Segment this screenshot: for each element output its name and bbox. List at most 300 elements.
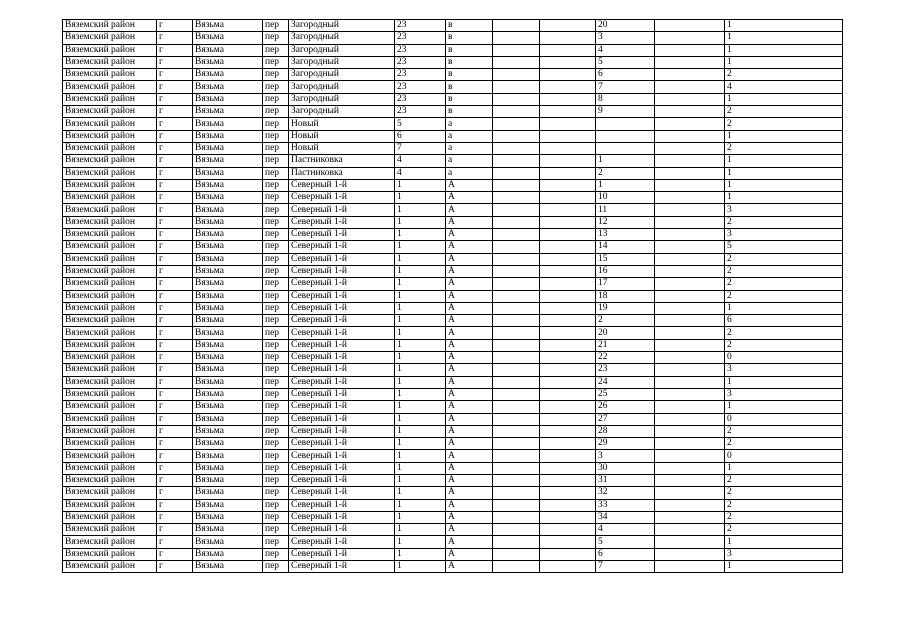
cell-street-type: пер [263, 438, 289, 450]
cell-district: Вяземский район [63, 106, 157, 118]
cell-district: Вяземский район [63, 44, 157, 56]
cell-district: Вяземский район [63, 32, 157, 44]
cell-col-9 [540, 315, 596, 327]
cell-locality-type: г [157, 401, 193, 413]
cell-count: 1 [725, 401, 843, 413]
cell-count: 1 [725, 167, 843, 179]
cell-count: 2 [725, 253, 843, 265]
cell-building: в [446, 69, 493, 81]
cell-apartment: 4 [596, 524, 655, 536]
cell-district: Вяземский район [63, 524, 157, 536]
cell-col-9 [540, 216, 596, 228]
cell-district: Вяземский район [63, 438, 157, 450]
cell-locality: Вязьма [193, 290, 263, 302]
cell-col-11 [655, 401, 725, 413]
cell-locality: Вязьма [193, 106, 263, 118]
cell-col-9 [540, 20, 596, 32]
cell-locality-type: г [157, 524, 193, 536]
cell-street: Северный 1-й [289, 364, 395, 376]
cell-building: А [446, 425, 493, 437]
cell-street: Пастниковка [289, 167, 395, 179]
cell-house: 5 [395, 118, 446, 130]
cell-col-8 [493, 130, 540, 142]
cell-apartment: 26 [596, 401, 655, 413]
cell-building: А [446, 524, 493, 536]
cell-count: 2 [725, 216, 843, 228]
cell-street-type: пер [263, 413, 289, 425]
cell-house: 23 [395, 81, 446, 93]
cell-locality-type: г [157, 142, 193, 154]
cell-building: А [446, 413, 493, 425]
cell-col-9 [540, 474, 596, 486]
cell-count: 2 [725, 339, 843, 351]
table-row [63, 339, 843, 351]
cell-col-9 [540, 413, 596, 425]
cell-house: 1 [395, 487, 446, 499]
cell-street-type: пер [263, 216, 289, 228]
cell-building: А [446, 364, 493, 376]
cell-street: Новый [289, 118, 395, 130]
cell-col-11 [655, 462, 725, 474]
cell-apartment: 31 [596, 474, 655, 486]
cell-col-9 [540, 524, 596, 536]
cell-building: А [446, 278, 493, 290]
cell-house: 23 [395, 44, 446, 56]
cell-apartment: 8 [596, 93, 655, 105]
cell-col-8 [493, 425, 540, 437]
table-row [63, 511, 843, 523]
cell-apartment [596, 130, 655, 142]
cell-count: 2 [725, 142, 843, 154]
cell-locality: Вязьма [193, 265, 263, 277]
table-row [63, 376, 843, 388]
cell-count: 2 [725, 499, 843, 511]
cell-house: 1 [395, 474, 446, 486]
cell-street-type: пер [263, 352, 289, 364]
cell-count: 2 [725, 265, 843, 277]
cell-district: Вяземский район [63, 278, 157, 290]
cell-house: 1 [395, 425, 446, 437]
cell-house: 1 [395, 278, 446, 290]
cell-district: Вяземский район [63, 401, 157, 413]
cell-district: Вяземский район [63, 56, 157, 68]
table-row [63, 130, 843, 142]
cell-col-11 [655, 56, 725, 68]
cell-house: 1 [395, 524, 446, 536]
cell-col-8 [493, 511, 540, 523]
cell-col-8 [493, 81, 540, 93]
cell-house: 1 [395, 376, 446, 388]
cell-col-8 [493, 376, 540, 388]
cell-count: 1 [725, 155, 843, 167]
cell-col-8 [493, 462, 540, 474]
cell-locality-type: г [157, 290, 193, 302]
cell-district: Вяземский район [63, 192, 157, 204]
cell-locality: Вязьма [193, 339, 263, 351]
cell-col-8 [493, 450, 540, 462]
cell-apartment: 6 [596, 548, 655, 560]
table-row [63, 499, 843, 511]
cell-apartment: 16 [596, 265, 655, 277]
cell-street: Северный 1-й [289, 265, 395, 277]
cell-col-8 [493, 438, 540, 450]
cell-street: Загородный [289, 44, 395, 56]
cell-locality-type: г [157, 229, 193, 241]
cell-count: 3 [725, 204, 843, 216]
cell-count: 1 [725, 561, 843, 573]
cell-count: 1 [725, 130, 843, 142]
cell-col-11 [655, 69, 725, 81]
cell-count: 1 [725, 376, 843, 388]
cell-apartment: 2 [596, 315, 655, 327]
cell-house: 1 [395, 179, 446, 191]
table-row [63, 450, 843, 462]
cell-apartment: 13 [596, 229, 655, 241]
cell-house: 1 [395, 548, 446, 560]
cell-col-11 [655, 315, 725, 327]
cell-locality-type: г [157, 241, 193, 253]
cell-locality: Вязьма [193, 216, 263, 228]
cell-locality-type: г [157, 352, 193, 364]
cell-col-8 [493, 179, 540, 191]
cell-district: Вяземский район [63, 499, 157, 511]
cell-street-type: пер [263, 499, 289, 511]
cell-col-11 [655, 192, 725, 204]
cell-locality: Вязьма [193, 81, 263, 93]
cell-count: 0 [725, 413, 843, 425]
cell-count: 2 [725, 487, 843, 499]
table-row [63, 364, 843, 376]
cell-count: 2 [725, 118, 843, 130]
cell-col-11 [655, 327, 725, 339]
cell-street: Северный 1-й [289, 548, 395, 560]
cell-col-11 [655, 438, 725, 450]
cell-col-9 [540, 511, 596, 523]
cell-col-11 [655, 130, 725, 142]
cell-col-11 [655, 241, 725, 253]
cell-count: 1 [725, 179, 843, 191]
table-row [63, 462, 843, 474]
cell-building: а [446, 118, 493, 130]
cell-district: Вяземский район [63, 81, 157, 93]
cell-district: Вяземский район [63, 216, 157, 228]
cell-apartment [596, 142, 655, 154]
cell-locality-type: г [157, 106, 193, 118]
cell-building: А [446, 499, 493, 511]
cell-col-9 [540, 192, 596, 204]
cell-locality-type: г [157, 44, 193, 56]
cell-locality-type: г [157, 204, 193, 216]
cell-locality: Вязьма [193, 20, 263, 32]
cell-col-11 [655, 302, 725, 314]
cell-locality-type: г [157, 265, 193, 277]
cell-col-9 [540, 278, 596, 290]
table-row [63, 69, 843, 81]
cell-locality: Вязьма [193, 44, 263, 56]
cell-col-11 [655, 376, 725, 388]
cell-col-8 [493, 364, 540, 376]
table-row [63, 401, 843, 413]
cell-count: 2 [725, 425, 843, 437]
cell-building: в [446, 44, 493, 56]
table-row [63, 327, 843, 339]
cell-street: Северный 1-й [289, 278, 395, 290]
cell-locality-type: г [157, 388, 193, 400]
cell-district: Вяземский район [63, 93, 157, 105]
cell-house: 1 [395, 536, 446, 548]
cell-street-type: пер [263, 56, 289, 68]
cell-street: Северный 1-й [289, 339, 395, 351]
cell-district: Вяземский район [63, 487, 157, 499]
cell-apartment: 15 [596, 253, 655, 265]
cell-col-8 [493, 327, 540, 339]
cell-house: 1 [395, 290, 446, 302]
cell-locality-type: г [157, 511, 193, 523]
cell-street-type: пер [263, 20, 289, 32]
cell-building: А [446, 548, 493, 560]
table-row [63, 278, 843, 290]
cell-house: 4 [395, 155, 446, 167]
cell-district: Вяземский район [63, 364, 157, 376]
cell-district: Вяземский район [63, 376, 157, 388]
cell-street: Северный 1-й [289, 253, 395, 265]
cell-house: 1 [395, 241, 446, 253]
cell-col-9 [540, 106, 596, 118]
cell-building: А [446, 487, 493, 499]
cell-locality-type: г [157, 499, 193, 511]
cell-street-type: пер [263, 561, 289, 573]
cell-col-11 [655, 229, 725, 241]
table-row [63, 487, 843, 499]
cell-col-9 [540, 241, 596, 253]
cell-apartment: 6 [596, 69, 655, 81]
cell-col-8 [493, 290, 540, 302]
cell-locality-type: г [157, 561, 193, 573]
cell-house: 1 [395, 192, 446, 204]
cell-street-type: пер [263, 179, 289, 191]
cell-col-8 [493, 216, 540, 228]
cell-col-8 [493, 32, 540, 44]
cell-building: А [446, 438, 493, 450]
table-row [63, 438, 843, 450]
cell-locality: Вязьма [193, 401, 263, 413]
table-row [63, 216, 843, 228]
cell-street-type: пер [263, 548, 289, 560]
cell-col-9 [540, 179, 596, 191]
table-row [63, 413, 843, 425]
cell-street-type: пер [263, 474, 289, 486]
cell-col-8 [493, 56, 540, 68]
cell-locality-type: г [157, 20, 193, 32]
cell-apartment: 10 [596, 192, 655, 204]
cell-col-11 [655, 216, 725, 228]
cell-locality: Вязьма [193, 364, 263, 376]
cell-apartment: 30 [596, 462, 655, 474]
cell-locality: Вязьма [193, 229, 263, 241]
cell-col-8 [493, 536, 540, 548]
cell-street: Северный 1-й [289, 302, 395, 314]
cell-district: Вяземский район [63, 352, 157, 364]
cell-col-9 [540, 81, 596, 93]
cell-col-11 [655, 339, 725, 351]
cell-street: Загородный [289, 56, 395, 68]
cell-street: Северный 1-й [289, 511, 395, 523]
cell-col-9 [540, 130, 596, 142]
cell-street-type: пер [263, 44, 289, 56]
cell-locality-type: г [157, 327, 193, 339]
cell-locality-type: г [157, 413, 193, 425]
cell-building: А [446, 253, 493, 265]
cell-col-9 [540, 462, 596, 474]
cell-street-type: пер [263, 142, 289, 154]
cell-street-type: пер [263, 155, 289, 167]
cell-col-11 [655, 167, 725, 179]
cell-count: 3 [725, 548, 843, 560]
cell-count: 2 [725, 524, 843, 536]
cell-street-type: пер [263, 327, 289, 339]
cell-district: Вяземский район [63, 339, 157, 351]
cell-house: 1 [395, 204, 446, 216]
cell-district: Вяземский район [63, 561, 157, 573]
cell-locality: Вязьма [193, 56, 263, 68]
cell-street-type: пер [263, 93, 289, 105]
table-row [63, 561, 843, 573]
table-row [63, 352, 843, 364]
cell-col-11 [655, 352, 725, 364]
cell-locality-type: г [157, 69, 193, 81]
cell-count: 1 [725, 462, 843, 474]
cell-locality-type: г [157, 192, 193, 204]
cell-building: А [446, 179, 493, 191]
cell-col-8 [493, 413, 540, 425]
cell-apartment [596, 118, 655, 130]
cell-locality: Вязьма [193, 253, 263, 265]
cell-district: Вяземский район [63, 474, 157, 486]
cell-col-11 [655, 450, 725, 462]
table-row [63, 536, 843, 548]
cell-building: А [446, 302, 493, 314]
cell-apartment: 18 [596, 290, 655, 302]
cell-street: Северный 1-й [289, 376, 395, 388]
cell-locality: Вязьма [193, 352, 263, 364]
cell-building: А [446, 241, 493, 253]
cell-col-8 [493, 388, 540, 400]
cell-col-9 [540, 155, 596, 167]
cell-house: 1 [395, 253, 446, 265]
cell-count: 1 [725, 32, 843, 44]
cell-locality: Вязьма [193, 548, 263, 560]
cell-street: Новый [289, 130, 395, 142]
cell-locality-type: г [157, 216, 193, 228]
cell-col-8 [493, 548, 540, 560]
cell-apartment: 1 [596, 155, 655, 167]
cell-house: 23 [395, 56, 446, 68]
cell-col-8 [493, 93, 540, 105]
table-row [63, 290, 843, 302]
table-row [63, 548, 843, 560]
cell-col-9 [540, 487, 596, 499]
cell-col-8 [493, 204, 540, 216]
cell-district: Вяземский район [63, 388, 157, 400]
cell-district: Вяземский район [63, 265, 157, 277]
cell-house: 1 [395, 302, 446, 314]
cell-house: 23 [395, 69, 446, 81]
cell-building: в [446, 32, 493, 44]
cell-building: А [446, 216, 493, 228]
cell-house: 1 [395, 438, 446, 450]
cell-locality-type: г [157, 462, 193, 474]
cell-count: 2 [725, 106, 843, 118]
cell-col-8 [493, 302, 540, 314]
cell-count: 2 [725, 438, 843, 450]
cell-col-9 [540, 290, 596, 302]
cell-locality: Вязьма [193, 450, 263, 462]
cell-count: 1 [725, 44, 843, 56]
cell-street-type: пер [263, 241, 289, 253]
cell-building: А [446, 352, 493, 364]
table-row [63, 44, 843, 56]
cell-building: а [446, 142, 493, 154]
cell-apartment: 34 [596, 511, 655, 523]
cell-locality-type: г [157, 548, 193, 560]
cell-apartment: 20 [596, 20, 655, 32]
table-row [63, 315, 843, 327]
cell-locality: Вязьма [193, 192, 263, 204]
cell-district: Вяземский район [63, 425, 157, 437]
cell-apartment: 25 [596, 388, 655, 400]
cell-locality: Вязьма [193, 413, 263, 425]
cell-locality-type: г [157, 364, 193, 376]
cell-street-type: пер [263, 32, 289, 44]
table-body [63, 20, 843, 573]
cell-street-type: пер [263, 339, 289, 351]
cell-street: Северный 1-й [289, 352, 395, 364]
cell-locality-type: г [157, 155, 193, 167]
cell-col-11 [655, 81, 725, 93]
cell-street-type: пер [263, 462, 289, 474]
cell-count: 4 [725, 81, 843, 93]
cell-district: Вяземский район [63, 167, 157, 179]
cell-house: 1 [395, 462, 446, 474]
cell-street-type: пер [263, 229, 289, 241]
cell-street: Северный 1-й [289, 327, 395, 339]
cell-col-8 [493, 474, 540, 486]
cell-locality: Вязьма [193, 438, 263, 450]
cell-count: 3 [725, 364, 843, 376]
cell-col-11 [655, 290, 725, 302]
cell-apartment: 5 [596, 56, 655, 68]
cell-locality: Вязьма [193, 425, 263, 437]
cell-locality: Вязьма [193, 511, 263, 523]
cell-building: в [446, 20, 493, 32]
cell-col-9 [540, 561, 596, 573]
cell-count: 5 [725, 241, 843, 253]
cell-street: Северный 1-й [289, 315, 395, 327]
cell-col-11 [655, 265, 725, 277]
cell-apartment: 4 [596, 44, 655, 56]
cell-house: 23 [395, 106, 446, 118]
cell-col-8 [493, 278, 540, 290]
table-row [63, 265, 843, 277]
cell-col-8 [493, 315, 540, 327]
cell-col-11 [655, 253, 725, 265]
cell-locality: Вязьма [193, 536, 263, 548]
cell-col-11 [655, 548, 725, 560]
cell-apartment: 7 [596, 81, 655, 93]
cell-street: Северный 1-й [289, 450, 395, 462]
cell-col-11 [655, 155, 725, 167]
cell-apartment: 33 [596, 499, 655, 511]
